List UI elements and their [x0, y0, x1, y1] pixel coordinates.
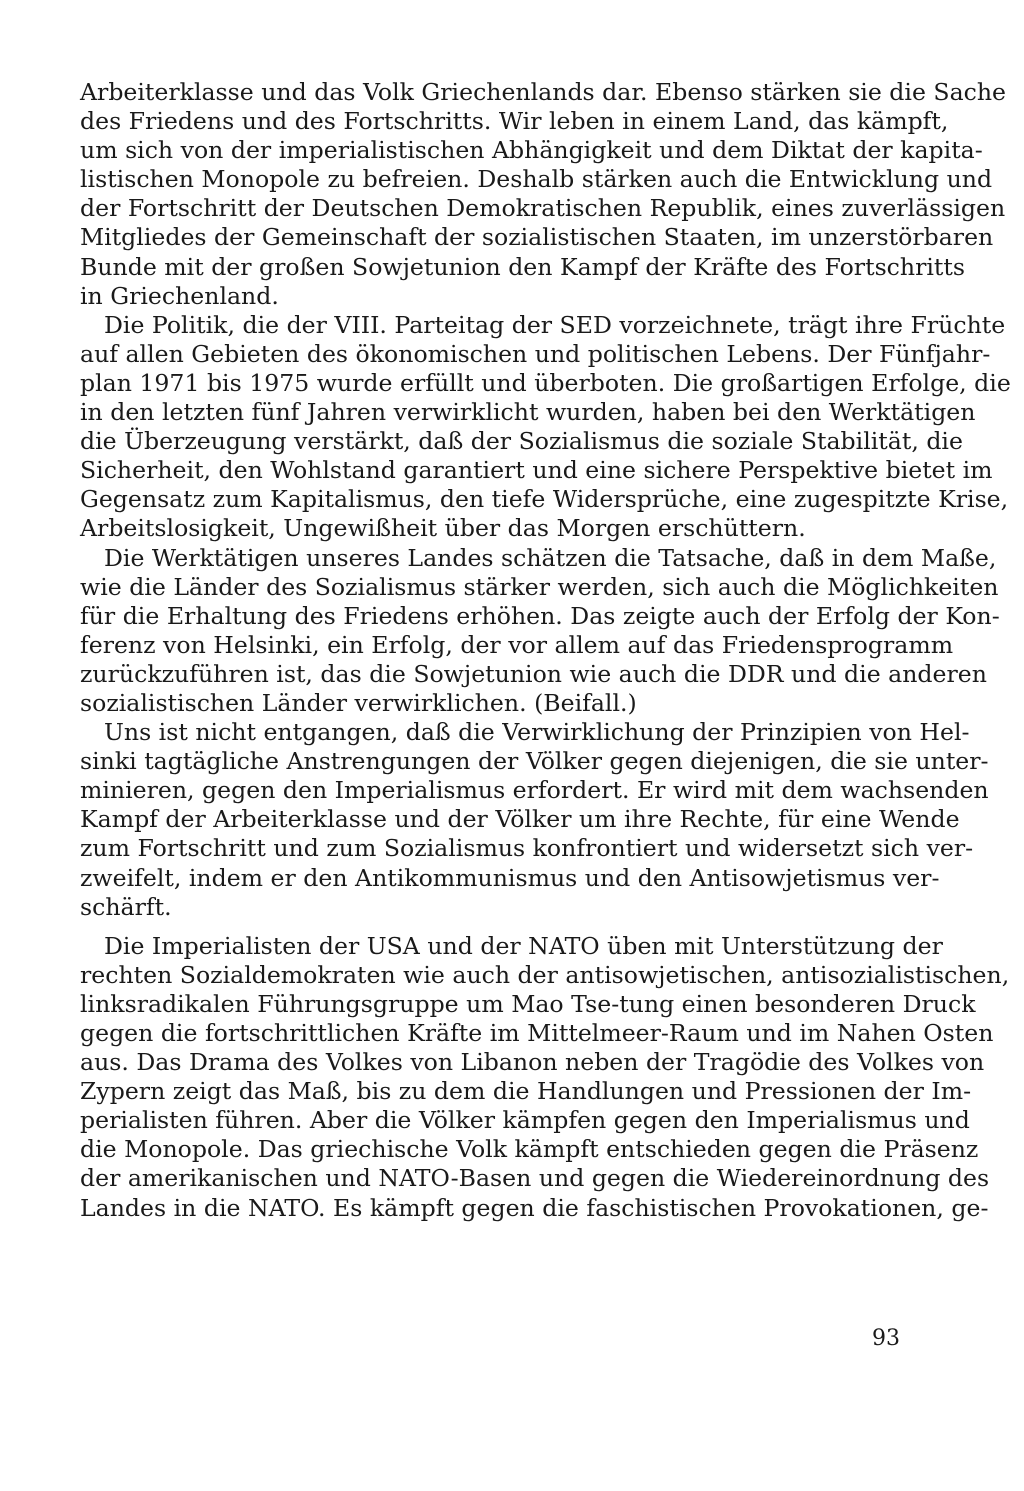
text-line: Landes in die NATO. Es kämpft gegen die faschistischen Provokationen, ge- — [80, 1193, 989, 1222]
text-line: listischen Monopole zu befreien. Deshalb stärken auch die Entwicklung und — [80, 165, 993, 194]
text-line: schärft. — [80, 892, 172, 921]
text-line: sinki tagtägliche Anstrengungen der Völker gegen diejenigen, die sie unter- — [80, 747, 989, 776]
text-line: linksradikalen Führungsgruppe um Mao Tse-tung einen besonderen Druck — [80, 989, 976, 1018]
text-line: Gegensatz zum Kapitalismus, den tiefe Widersprüche, eine zugespitzte Krise, — [80, 485, 1009, 514]
body-text — [80, 78, 1011, 1223]
text-line: in den letzten fünf Jahren verwirklicht wurden, haben bei den Werktätigen — [80, 398, 976, 427]
text-line: wie die Länder des Sozialismus stärker werden, sich auch die Möglichkeiten — [80, 572, 999, 601]
text-line: des Friedens und des Fortschritts. Wir leben in einem Land, das kämpft, — [80, 107, 949, 136]
text-line: Zypern zeigt das Maß, bis zu dem die Handlungen und Pressionen der Im- — [80, 1077, 972, 1106]
text-line: um sich von der imperialistischen Abhängigkeit und dem Diktat der kapita- — [80, 136, 983, 165]
text-line: ferenz von Helsinki, ein Erfolg, der vor allem auf das Friedensprogramm — [80, 630, 954, 659]
paragraph — [80, 931, 1010, 1223]
text-line: Die Imperialisten der USA und der NATO üben mit Unterstützung der — [104, 931, 943, 960]
text-line: zweifelt, indem er den Antikommunismus und den Antisowjetismus ver- — [80, 863, 940, 892]
text-line: zum Fortschritt und zum Sozialismus konfrontiert und widersetzt sich ver- — [80, 834, 974, 863]
paragraph — [80, 543, 1000, 719]
text-line: gegen die fortschrittlichen Kräfte im Mittelmeer-Raum und im Nahen Osten — [80, 1019, 994, 1047]
text-line: Die Politik, die der VIII. Parteitag der SED vorzeichnete, trägt ihre Früchte — [104, 310, 1006, 339]
text-line: Bunde mit der großen Sowjetunion den Kampf der Kräfte des Fortschritts — [80, 252, 965, 281]
paragraph — [80, 718, 989, 922]
text-line: plan 1971 bis 1975 wurde erfüllt und überboten. Die großartigen Erfolge, die — [80, 368, 1011, 397]
paragraph — [80, 310, 1011, 544]
text-line: die Monopole. Das griechische Volk kämpft entschieden gegen die Präsenz — [80, 1135, 979, 1164]
text-line: in Griechenland. — [80, 281, 279, 310]
text-line: Die Werktätigen unseres Landes schätzen die Tatsache, daß in dem Maße, — [104, 543, 997, 572]
text-line: für die Erhaltung des Friedens erhöhen. Das zeigte auch der Erfolg der Kon- — [80, 601, 1000, 630]
text-line: auf allen Gebieten des ökonomischen und politischen Lebens. Der Fünfjahr- — [80, 339, 991, 368]
text-line: aus. Das Drama des Volkes von Libanon neben der Tragödie des Volkes von — [80, 1048, 985, 1077]
text-line: die Überzeugung verstärkt, daß der Sozialismus die soziale Stabilität, die — [80, 427, 963, 456]
text-line: Mitgliedes der Gemeinschaft der sozialistischen Staaten, im unzerstörbaren — [80, 223, 994, 252]
text-line: Sicherheit, den Wohlstand garantiert und eine sichere Perspektive bietet im — [80, 456, 993, 485]
text-line: minieren, gegen den Imperialismus erfordert. Er wird mit dem wachsenden — [80, 776, 989, 805]
text-line: der amerikanischen und NATO-Basen und gegen die Wiedereinordnung des — [80, 1164, 990, 1193]
text-line: Kampf der Arbeiterklasse und der Völker um ihre Rechte, für eine Wende — [80, 805, 960, 834]
text-line: Arbeitslosigkeit, Ungewißheit über das Morgen erschüttern. — [80, 514, 806, 543]
page-number: 93 — [872, 1326, 900, 1351]
text-line: rechten Sozialdemokraten wie auch der antisowjetischen, antisozialistischen, — [80, 960, 1010, 989]
text-line: perialisten führen. Aber die Völker kämpfen gegen den Imperialismus und — [80, 1106, 970, 1135]
text-line: zurückzuführen ist, das die Sowjetunion wie auch die DDR und die anderen — [80, 659, 987, 688]
text-line: Uns ist nicht entgangen, daß die Verwirklichung der Prinzipien von Hel- — [104, 718, 970, 747]
text-line: sozialistischen Länder verwirklichen. (Beifall.) — [80, 688, 637, 717]
text-line: Arbeiterklasse und das Volk Griechenlands dar. Ebenso stärken sie die Sache — [80, 78, 1007, 106]
paragraph — [80, 78, 1007, 311]
text-line: der Fortschritt der Deutschen Demokratischen Republik, eines zuverlässigen — [80, 194, 1006, 223]
